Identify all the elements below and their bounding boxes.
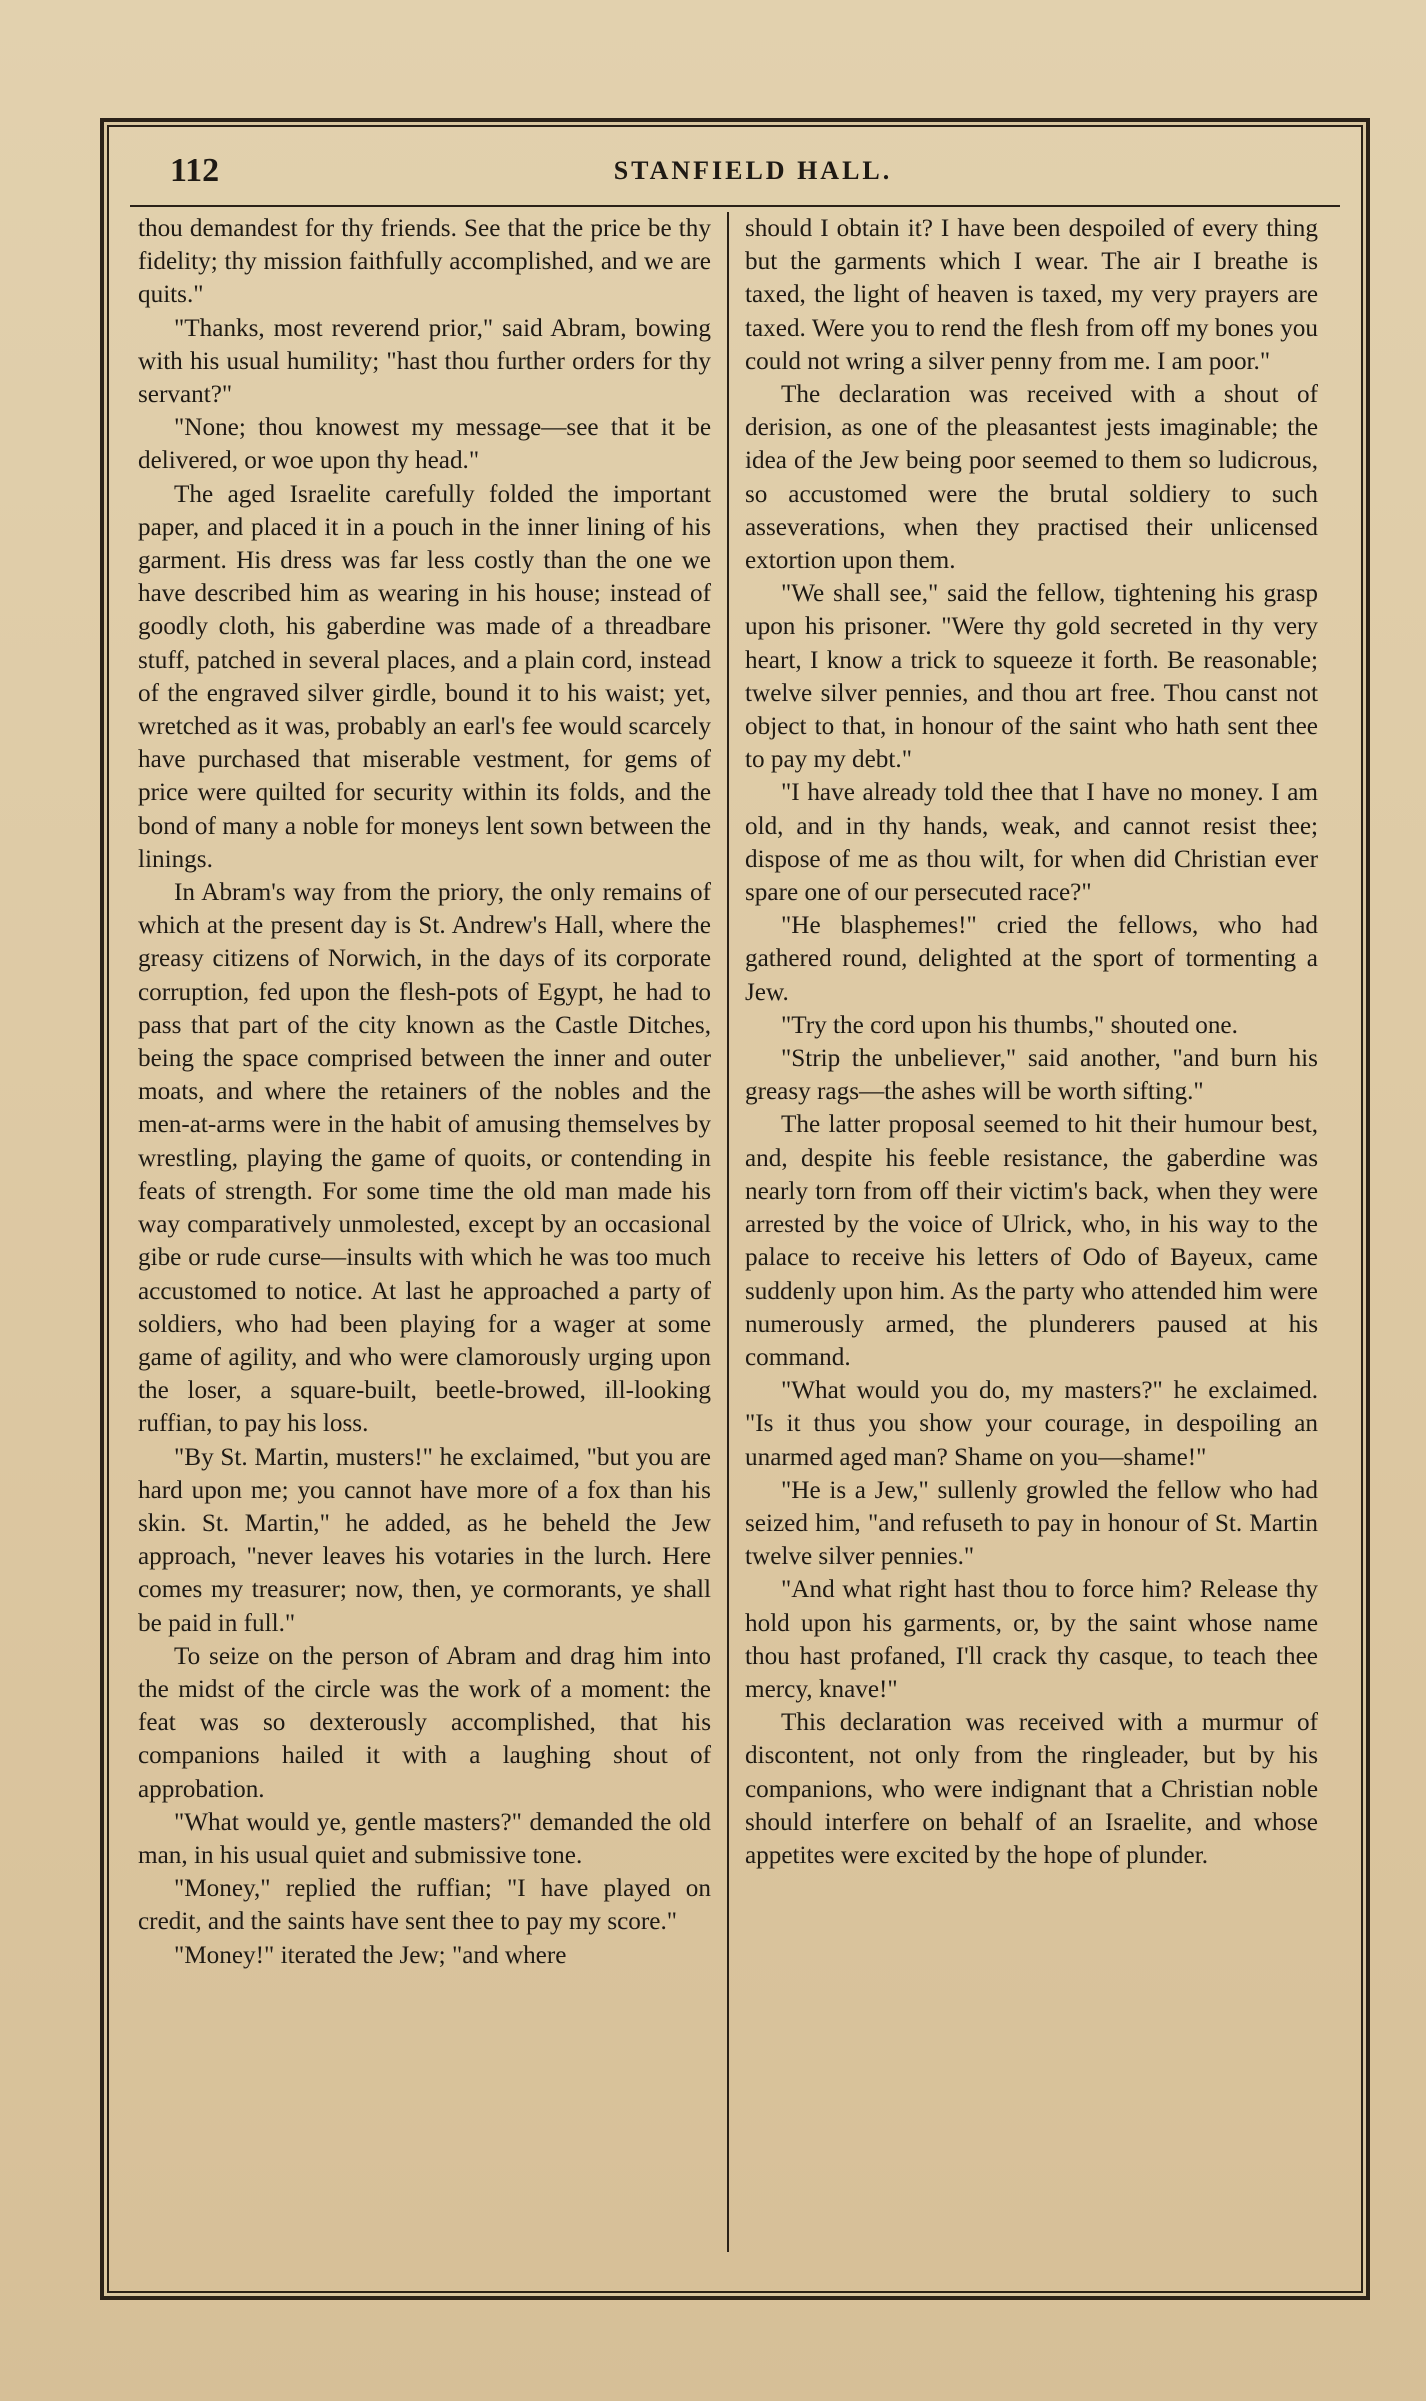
paragraph: "Money," replied the ruffian; "I have played on credit, and the saints have sent thee to pay my score." bbox=[138, 1875, 711, 1936]
paragraph: "None; thou knowest my message—see that it be delivered, or woe upon thy head." bbox=[138, 414, 711, 475]
paragraph: thou demandest for thy friends. See that the price be thy fidelity; thy mission faithfully accomplished, and we are quits." bbox=[138, 215, 711, 309]
paragraph: "He blasphemes!" cried the fellows, who had gathered round, delighted at the sport of tormenting a Jew. bbox=[745, 912, 1318, 1006]
paragraph: "What would you do, my masters?" he exclaimed. "Is it thus you show your courage, in despoiling an unarmed aged man? Shame on you—shame!" bbox=[745, 1377, 1318, 1471]
paragraph: The declaration was received with a shout of derision, as one of the pleasantest jests imaginable; the idea of the Jew being poor seemed to them so ludicrous, so accustomed were the brutal soldiery to such asseverations, when they practised their unlicensed extortion upon them. bbox=[745, 381, 1318, 575]
paragraph: "Money!" iterated the Jew; "and where bbox=[174, 1941, 567, 1969]
paragraph: "Try the cord upon his thumbs," shouted one. bbox=[781, 1011, 1238, 1039]
paragraph: "Thanks, most reverend prior," said Abram, bowing with his usual humility; "hast thou further orders for thy servant?" bbox=[138, 314, 711, 409]
paragraph: "I have already told thee that I have no money. I am old, and in thy hands, weak, and cannot resist thee; dispose of me as thou wilt, for when did Christian ever spare one of our persecuted race?" bbox=[745, 779, 1318, 907]
paragraph: "And what right hast thou to force him? Release thy hold upon his garments, or, by the saint whose name thou hast profaned, I'll crack thy casque, to teach thee mercy, knave!" bbox=[745, 1576, 1318, 1703]
running-head: STANFIELD HALL. bbox=[613, 156, 893, 185]
paragraph: "What would ye, gentle masters?" demanded the old man, in his usual quiet and submissive tone. bbox=[138, 1808, 711, 1869]
right-column bbox=[745, 212, 1318, 2272]
header-rule bbox=[130, 205, 1340, 207]
paragraph: should I obtain it? I have been despoiled of every thing but the garments which I wear. The air I breathe is taxed, the light of heaven is taxed, my very prayers are taxed. Were you to rend the flesh from off my bones you could not wring a silver penny from me. I am poor." bbox=[745, 215, 1318, 375]
paragraph: The latter proposal seemed to hit their humour best, and, despite his feeble resistance, the gaberdine was nearly torn from off their victim's back, when they were arrested by the voice of Ulrick, who, in his way to the palace to receive his letters of Odo of Bayeux, came suddenly upon him. As the party who attended him were numerously armed, the plunderers paused at his command. bbox=[745, 1111, 1318, 1371]
paragraph: This declaration was received with a murmur of discontent, not only from the ringleader, but by his companions, who were indignant that a Christian noble should interfere on behalf of an Israelite, and whose appetites were excited by the hope of plunder. bbox=[745, 1709, 1318, 1869]
paragraph: To seize on the person of Abram and drag him into the midst of the circle was the work of a moment: the feat was so dexterously accomplished, that his companions hailed it with a laughing shout of approbation. bbox=[138, 1642, 711, 1803]
page-number: 112 bbox=[170, 152, 220, 189]
paragraph: "Strip the unbeliever," said another, "and burn his greasy rags—the ashes will be worth sifting." bbox=[745, 1045, 1318, 1106]
page-header bbox=[170, 152, 1336, 194]
left-column bbox=[138, 212, 711, 2272]
paragraph: In Abram's way from the priory, the only remains of which at the present day is St. Andrew's Hall, where the greasy citizens of Norwich, in the days of its corporate corruption, fed upon the flesh-pots of Egypt, he had to pass that part of the city known as the Castle Ditches, being the space comprised between the inner and outer moats, and where the retainers of the nobles and the men-at-arms were in the habit of amusing themselves by wrestling, playing the game of quoits, or contending in feats of strength. For some time the old man made his way comparatively unmolested, except by an occasional gibe or rude curse—insults with which he was too much accustomed to notice. At last he approached a party of soldiers, who had been playing for a wager at some game of agility, and who were clamorously urging upon the loser, a square-built, beetle-browed, ill-looking ruffian, to pay his loss. bbox=[138, 879, 711, 1438]
paragraph: "By St. Martin, musters!" he exclaimed, "but you are hard upon me; you cannot have more of a fox than his skin. St. Martin," he added, as he beheld the Jew approach, "never leaves his votaries in the lurch. Here comes my treasurer; now, then, ye cormorants, ye shall be paid in full." bbox=[138, 1443, 711, 1637]
paragraph: The aged Israelite carefully folded the important paper, and placed it in a pouch in the inner lining of his garment. His dress was far less costly than the one we have described him as wearing in his house; instead of goodly cloth, his gaberdine was made of a threadbare stuff, patched in several places, and a plain cord, instead of the engraved silver girdle, bound it to his waist; yet, wretched as it was, probably an earl's fee would scarcely have purchased that miserable vestment, for gems of price were quilted for security within its folds, and the bond of many a noble for moneys lent sown between the linings. bbox=[138, 480, 711, 873]
paragraph: "We shall see," said the fellow, tightening his grasp upon his prisoner. "Were thy gold secreted in thy very heart, I know a trick to squeeze it forth. Be reasonable; twelve silver pennies, and thou art free. Thou canst not object to that, in honour of the saint who hath sent thee to pay my debt." bbox=[745, 580, 1318, 774]
column-divider bbox=[727, 212, 729, 2252]
paragraph: "He is a Jew," sullenly growled the fellow who had seized him, "and refuseth to pay in honour of St. Martin twelve silver pennies." bbox=[745, 1476, 1318, 1571]
